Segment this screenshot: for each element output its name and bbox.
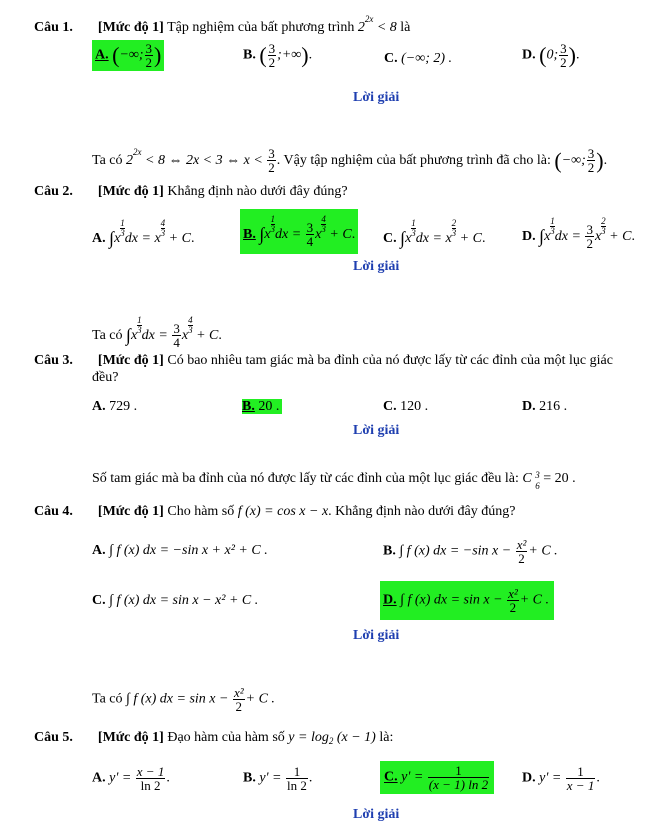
level-tag: [Mức độ 1] — [97, 730, 164, 745]
option-text: 120 . — [400, 399, 429, 414]
option-label: D. — [522, 229, 536, 244]
option-label: B. — [243, 227, 256, 242]
q5-option-d[interactable]: D. y' = $\frac{1}{x - 1}$ . — [522, 764, 600, 793]
q2-stem — [34, 183, 348, 201]
question-tail: là — [400, 20, 411, 35]
question-text: Có bao nhiêu tam giác mà ba đỉnh của nó được lấy từ các đỉnh của một lục giác — [167, 353, 613, 368]
question-number: Câu 3. — [34, 353, 73, 368]
option-text: ∫ f (x) dx = −sin x + x² + C . — [109, 543, 268, 558]
option-label: D. — [522, 770, 536, 786]
q5-solution-title: Lời giải — [353, 807, 400, 822]
q4-option-c[interactable] — [92, 592, 258, 610]
q4-option-b[interactable]: B. ∫ f (x) dx = −sin x − $\frac{\text{x²}}{2}$ + C . — [383, 537, 558, 566]
inequality: $2^{2x} < 8$ — [357, 14, 397, 35]
q5-stem: Câu 5. [Mức độ 1] Đạo hàm của hàm số $y = \log_2 (x - 1)$ là: — [34, 730, 394, 746]
option-label: C. — [384, 769, 398, 785]
option-label: B. — [242, 399, 255, 414]
q1-option-d[interactable]: D. (0; $\frac{3}{2}$ ). — [522, 41, 580, 70]
q3-solution-title: Lời giải — [353, 423, 400, 438]
q1-solution: Ta có $2^{2x} < 8$ ⇔ 2x < 3 ⇔ x < $\frac{3}{2}$ . Vậy tập nghiệm của bất phương trình đã cho là: (−∞; $\frac{3}{2}$ ). — [92, 146, 608, 176]
q1-solution-title: Lời giải — [353, 90, 400, 105]
q2-solution-title: Lời giải — [353, 259, 400, 274]
q1-option-c[interactable] — [384, 50, 452, 68]
option-text: ∫ f (x) dx = sin x − — [400, 592, 503, 608]
q3-stem — [34, 352, 613, 370]
q4-solution-title: Lời giải — [353, 628, 400, 643]
option-label: A. — [92, 231, 106, 246]
q2-option-b[interactable]: B. ∫x $\frac{1}{3}$ dx = $\frac{3}{4}$ x $\frac{4}{3}$ + C. — [240, 209, 358, 254]
option-text: 20 . — [258, 399, 280, 414]
option-text: 729 . — [109, 399, 138, 414]
level-tag: [Mức độ 1] — [97, 504, 164, 519]
q4-stem: Câu 4. [Mức độ 1] Cho hàm số f (x) = cos x − x. Khẳng định nào dưới đây đúng? — [34, 504, 516, 519]
level-tag: [Mức độ 1] — [97, 184, 164, 199]
q3-option-c[interactable] — [383, 398, 428, 416]
q4-solution: Ta có ∫ f (x) dx = sin x − $\frac{\text{x²}}{2}$ + C . — [92, 685, 275, 714]
option-label: B. — [383, 543, 396, 559]
q5-option-c[interactable]: C. y' = $\frac{1}{(x - 1) \ln 2}$ — [380, 761, 494, 794]
option-label: A. — [92, 399, 106, 414]
option-label: C. — [92, 593, 106, 608]
question-number: Câu 1. — [34, 20, 73, 35]
q2-option-c[interactable]: C. ∫x $\frac{1}{3}$ dx = x $\frac{2}{3}$ + C. — [383, 218, 486, 248]
function: f (x) = cos x − x — [237, 504, 329, 519]
q3-option-b[interactable] — [242, 398, 282, 416]
option-label: A. — [92, 770, 106, 786]
q2-option-d[interactable]: D. ∫x $\frac{1}{3}$ dx = $\frac{3}{2}$ x $\frac{2}{3}$ + C. — [522, 216, 635, 252]
level-tag: [Mức độ 1] — [97, 353, 164, 368]
question-text: Tập nghiệm của bất phương trình — [167, 20, 355, 35]
question-text: Đạo hàm của hàm số — [167, 730, 285, 745]
q3-stem-cont: đều? — [92, 370, 119, 385]
option-label: C. — [383, 399, 397, 414]
question-number: Câu 2. — [34, 184, 73, 199]
option-label: D. — [522, 399, 536, 414]
q1-stem — [34, 10, 410, 37]
q5-option-b[interactable]: B. y' = $\frac{1}{\ln 2}$ . — [243, 764, 313, 793]
option-label: C. — [384, 51, 398, 66]
option-label: D. — [522, 47, 536, 63]
question-text: Cho hàm số — [167, 504, 235, 519]
q1-option-a[interactable]: A. (−∞; $\frac{3}{2}$ ) — [92, 40, 164, 71]
q1-option-b[interactable]: B. ( $\frac{3}{2}$ ;+∞). — [243, 41, 313, 70]
q3-solution: Số tam giác mà ba đỉnh của nó được lấy từ các đỉnh của một lục giác đều là: C 3 6 = 20 . — [92, 470, 576, 491]
q2-solution: Ta có ∫x $\frac{1}{3}$ dx = $\frac{3}{4}$ x $\frac{4}{3}$ + C. — [92, 315, 222, 351]
option-label: B. — [243, 770, 256, 786]
level-tag: [Mức độ 1] — [97, 20, 164, 35]
option-label: A. — [92, 543, 106, 558]
option-text: (−∞; 2) . — [401, 51, 453, 66]
function: $y = \log_2 (x - 1)$ — [288, 730, 376, 746]
option-label: C. — [383, 231, 397, 246]
q3-option-a[interactable] — [92, 398, 137, 416]
option-text: ∫ f (x) dx = −sin x − — [399, 543, 512, 559]
q4-option-a[interactable] — [92, 542, 268, 560]
option-label: A. — [95, 47, 109, 63]
q4-option-d[interactable]: D. ∫ f (x) dx = sin x − $\frac{\text{x²}}{2}$ + C . — [380, 581, 554, 620]
q2-option-a[interactable]: A. ∫x $\frac{1}{3}$ dx = x $\frac{4}{3}$ + C. — [92, 218, 195, 248]
question-text: Khẳng định nào dưới đây đúng? — [167, 184, 348, 199]
q3-option-d[interactable] — [522, 398, 567, 416]
option-text: 216 . — [539, 399, 568, 414]
q5-option-a[interactable]: A. y' = $\frac{x - 1}{\ln 2}$ . — [92, 764, 170, 793]
question-number: Câu 5. — [34, 730, 73, 745]
option-text: ∫ f (x) dx = sin x − x² + C . — [109, 593, 259, 608]
option-label: B. — [243, 47, 256, 63]
question-number: Câu 4. — [34, 504, 73, 519]
option-label: D. — [383, 592, 397, 608]
